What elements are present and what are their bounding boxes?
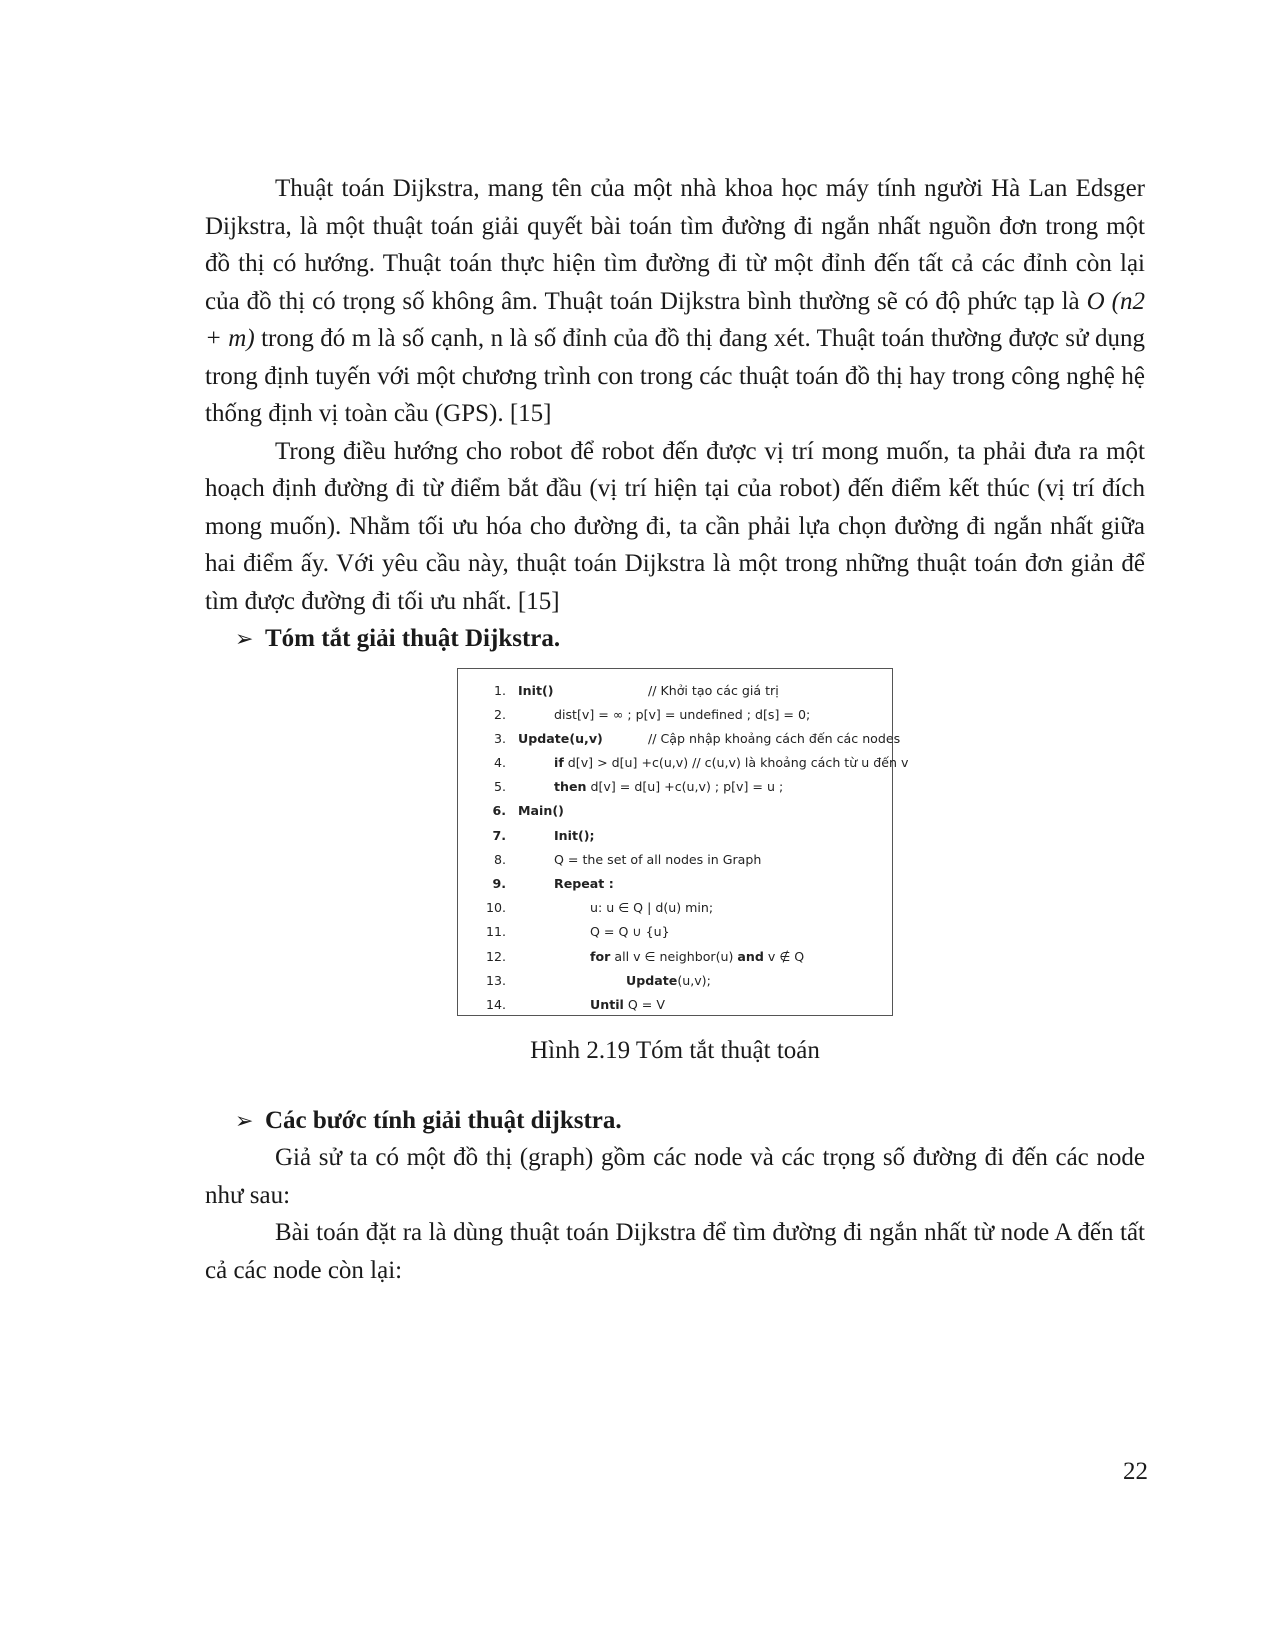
paragraph-problem-statement: Bài toán đặt ra là dùng thuật toán Dijkstra để tìm đường đi ngắn nhất từ node A đến tất cả các node còn lại: (205, 1219, 1145, 1284)
arrow-bullet-icon: ➢ (235, 626, 254, 651)
code-keyword: Init() (518, 682, 554, 698)
line-number: 3. (493, 730, 506, 746)
code-keyword: if (554, 755, 564, 771)
line-number: 14. (485, 996, 506, 1012)
code-text: Q = the set of all nodes in Graph (554, 851, 762, 867)
heading-steps-text: Các bước tính giải thuật dijkstra. (265, 1106, 622, 1134)
heading-summary (205, 620, 1145, 658)
code-text: d[v] = d[u] +c(u,v) ; p[v] = u ; (586, 779, 784, 795)
line-number: 4. (493, 755, 506, 771)
complexity-formula: O (n2 + m) (205, 287, 1145, 352)
code-keyword: Until (590, 996, 624, 1012)
code-text: Q = V (623, 996, 665, 1012)
algorithm-line (458, 993, 892, 1017)
paragraph-text: Thuật toán Dijkstra, mang tên của một nhà khoa học máy tính người Hà Lan Edsger Dijkstra, là một thuật toán giải quyết bài toán tìm đường đi ngắn nhất nguồn đơn trong một đồ thị có hướng. Thuật toán thực hiện tìm đường đi từ một đỉnh đến tất cả các đỉnh còn lại của đồ thị có trọng số không âm. Thuật toán Dijkstra bình thường sẽ có độ phức tạp là (205, 175, 1145, 315)
code-keyword: Update(u,v) (518, 730, 603, 746)
line-number: 10. (485, 900, 506, 916)
algorithm-line (458, 775, 892, 799)
code-comment: // Cập nhập khoảng cách đến các nodes (648, 730, 901, 746)
code-text: v ∉ Q (763, 948, 805, 964)
line-number: 5. (493, 779, 506, 795)
algorithm-figure (205, 668, 1145, 1066)
paragraph-text: trong đó m là số cạnh, n là số đỉnh của đồ thị đang xét. Thuật toán thường được sử dụng trong định tuyến với một chương trình con trong các thuật toán đồ thị hay trong công nghệ hệ thống định vị toàn cầu (GPS). [15] (205, 325, 1146, 427)
figure-caption: Hình 2.19 Tóm tắt thuật toán (530, 1036, 820, 1064)
heading-steps (205, 1102, 1145, 1140)
code-text: u: u ∈ Q | d(u) min; (590, 900, 714, 916)
page-content (205, 170, 1145, 1289)
line-number: 7. (492, 827, 506, 843)
algorithm-line (458, 727, 901, 751)
code-keyword: Update (626, 972, 678, 988)
heading-summary-text: Tóm tắt giải thuật Dijkstra. (265, 625, 561, 652)
algorithm-line (458, 920, 892, 944)
algorithm-line (458, 799, 892, 823)
code-comment: // Khởi tạo các giá trị (648, 682, 779, 698)
line-number: 11. (485, 924, 506, 940)
code-text: dist[v] = ∞ ; p[v] = undefined ; d[s] = 0; (554, 706, 811, 722)
code-keyword: for (590, 948, 611, 964)
algorithm-line (458, 969, 892, 993)
line-number: 2. (493, 706, 506, 722)
algorithm-line (458, 872, 892, 896)
algorithm-line (458, 896, 892, 920)
code-keyword: then (554, 779, 587, 795)
line-number: 8. (493, 851, 506, 867)
paragraph-dijkstra-intro (205, 170, 1145, 433)
code-keyword: Init(); (554, 827, 595, 843)
algorithm-line (458, 679, 892, 703)
code-keyword: Repeat : (554, 876, 614, 891)
code-text: d[v] > d[u] +c(u,v) // c(u,v) là khoảng cách từ u đến v (563, 755, 909, 771)
code-text: Q = Q ∪ {u} (590, 924, 670, 940)
algorithm-line (458, 703, 892, 727)
line-number: 1. (493, 682, 506, 698)
algorithm-line (458, 751, 909, 775)
algorithm-box (457, 668, 909, 1016)
spacer (205, 1066, 1145, 1102)
page-number: 22 (1123, 1458, 1148, 1485)
arrow-bullet-icon: ➢ (235, 1107, 254, 1133)
line-number: 13. (485, 972, 506, 988)
code-text: (u,v); (677, 972, 711, 988)
algorithm-line (458, 848, 892, 872)
code-keyword: and (737, 948, 764, 964)
algorithm-line (458, 824, 892, 848)
paragraph-graph-setup: Giả sử ta có một đồ thị (graph) gồm các node và các trọng số đường đi đến các node như sau: (205, 1144, 1145, 1209)
line-number: 6. (492, 803, 506, 819)
algorithm-line (458, 945, 892, 969)
code-text: all v ∈ neighbor(u) (610, 948, 738, 964)
paragraph-robot-navigation: Trong điều hướng cho robot để robot đến được vị trí mong muốn, ta phải đưa ra một hoạch định đường đi từ điểm bắt đầu (vị trí hiện tại của robot) đến điểm kết thúc (vị trí đích mong muốn). Nhằm tối ưu hóa cho đường đi, ta cần phải lựa chọn đường đi ngắn nhất giữa hai điểm ấy. Với yêu cầu này, thuật toán Dijkstra là một trong những thuật toán đơn giản để tìm được đường đi tối ưu nhất. [15] (205, 437, 1145, 615)
line-number: 9. (492, 876, 506, 891)
code-keyword: Main() (518, 803, 564, 819)
line-number: 12. (485, 948, 506, 964)
